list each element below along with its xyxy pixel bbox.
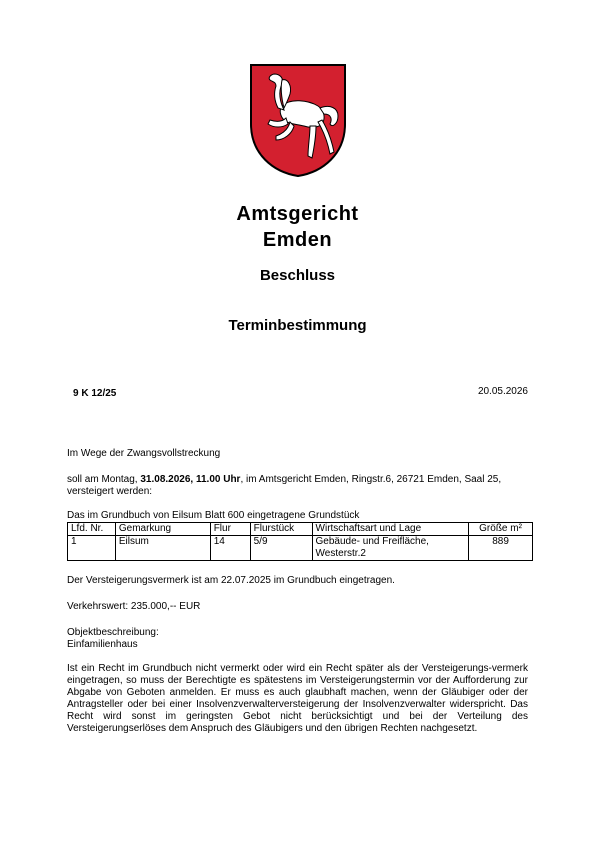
col-header-groesse: Größe m² bbox=[469, 523, 533, 536]
table-intro: Das im Grundbuch von Eilsum Blatt 600 eingetragene Grundstück bbox=[67, 510, 360, 521]
verkehrswert-text: Verkehrswert: 235.000,-- EUR bbox=[67, 601, 201, 612]
table-header-row bbox=[68, 523, 533, 536]
court-crest-icon bbox=[248, 62, 348, 178]
legal-notice: Ist ein Recht im Grundbuch nicht vermerkt oder wird ein Recht später als der Versteigerungs-vermerk eingetragen, so muss der Berechtigte es spätestens im Versteigerungstermin vor der Aufforderung zur Abgabe von Geboten anmelden. Er muss es auch glaubhaft machen, wenn der Gläubiger oder der Antragsteller oder bei einer Insolvenzverwalterversteigerung der Insolvenzverwalter widerspricht. Das Recht wird sonst im geringsten Gebot nicht berücksichtigt und bei der Verteilung des Versteigerungserlöses dem Anspruch des Gläubigers und den übrigen Rechten nachgesetzt. bbox=[67, 663, 528, 734]
col-header-flur: Flur bbox=[210, 523, 250, 536]
table-row bbox=[68, 536, 533, 561]
schedule-paragraph bbox=[67, 474, 527, 498]
cell-wirtschaftsart: Gebäude- und Freifläche, Westerstr.2 bbox=[312, 536, 469, 561]
property-table bbox=[67, 522, 533, 561]
document-subject: Terminbestimmung bbox=[228, 317, 367, 334]
vermerk-text: Der Versteigerungsvermerk ist am 22.07.2025 im Grundbuch eingetragen. bbox=[67, 575, 395, 586]
cell-flur: 14 bbox=[210, 536, 250, 561]
cell-lfd-nr: 1 bbox=[68, 536, 116, 561]
cell-groesse: 889 bbox=[469, 536, 533, 561]
intro-text: Im Wege der Zwangsvollstreckung bbox=[67, 448, 221, 459]
col-header-gemarkung: Gemarkung bbox=[115, 523, 210, 536]
col-header-flurstueck: Flurstück bbox=[250, 523, 312, 536]
col-header-wirtschaftsart: Wirtschaftsart und Lage bbox=[312, 523, 469, 536]
cell-gemarkung: Eilsum bbox=[115, 536, 210, 561]
cell-flurstueck: 5/9 bbox=[250, 536, 312, 561]
schedule-prefix: soll am Montag, bbox=[67, 474, 141, 485]
schedule-datetime: 31.08.2026, 11.00 Uhr bbox=[140, 474, 241, 485]
objekt-label: Objektbeschreibung: bbox=[67, 627, 159, 638]
document-date: 20.05.2026 bbox=[477, 386, 528, 397]
objekt-value: Einfamilienhaus bbox=[67, 639, 138, 650]
court-name-line2: Emden bbox=[262, 229, 333, 251]
file-number: 9 K 12/25 bbox=[73, 388, 117, 399]
col-header-lfd-nr: Lfd. Nr. bbox=[68, 523, 116, 536]
schedule-suffix: , im Amtsgericht Emden, Ringstr.6, 26721 Emden, Saal 25, versteigert werden: bbox=[67, 474, 502, 497]
document-type: Beschluss bbox=[259, 267, 336, 284]
court-name-line1: Amtsgericht bbox=[236, 203, 359, 225]
